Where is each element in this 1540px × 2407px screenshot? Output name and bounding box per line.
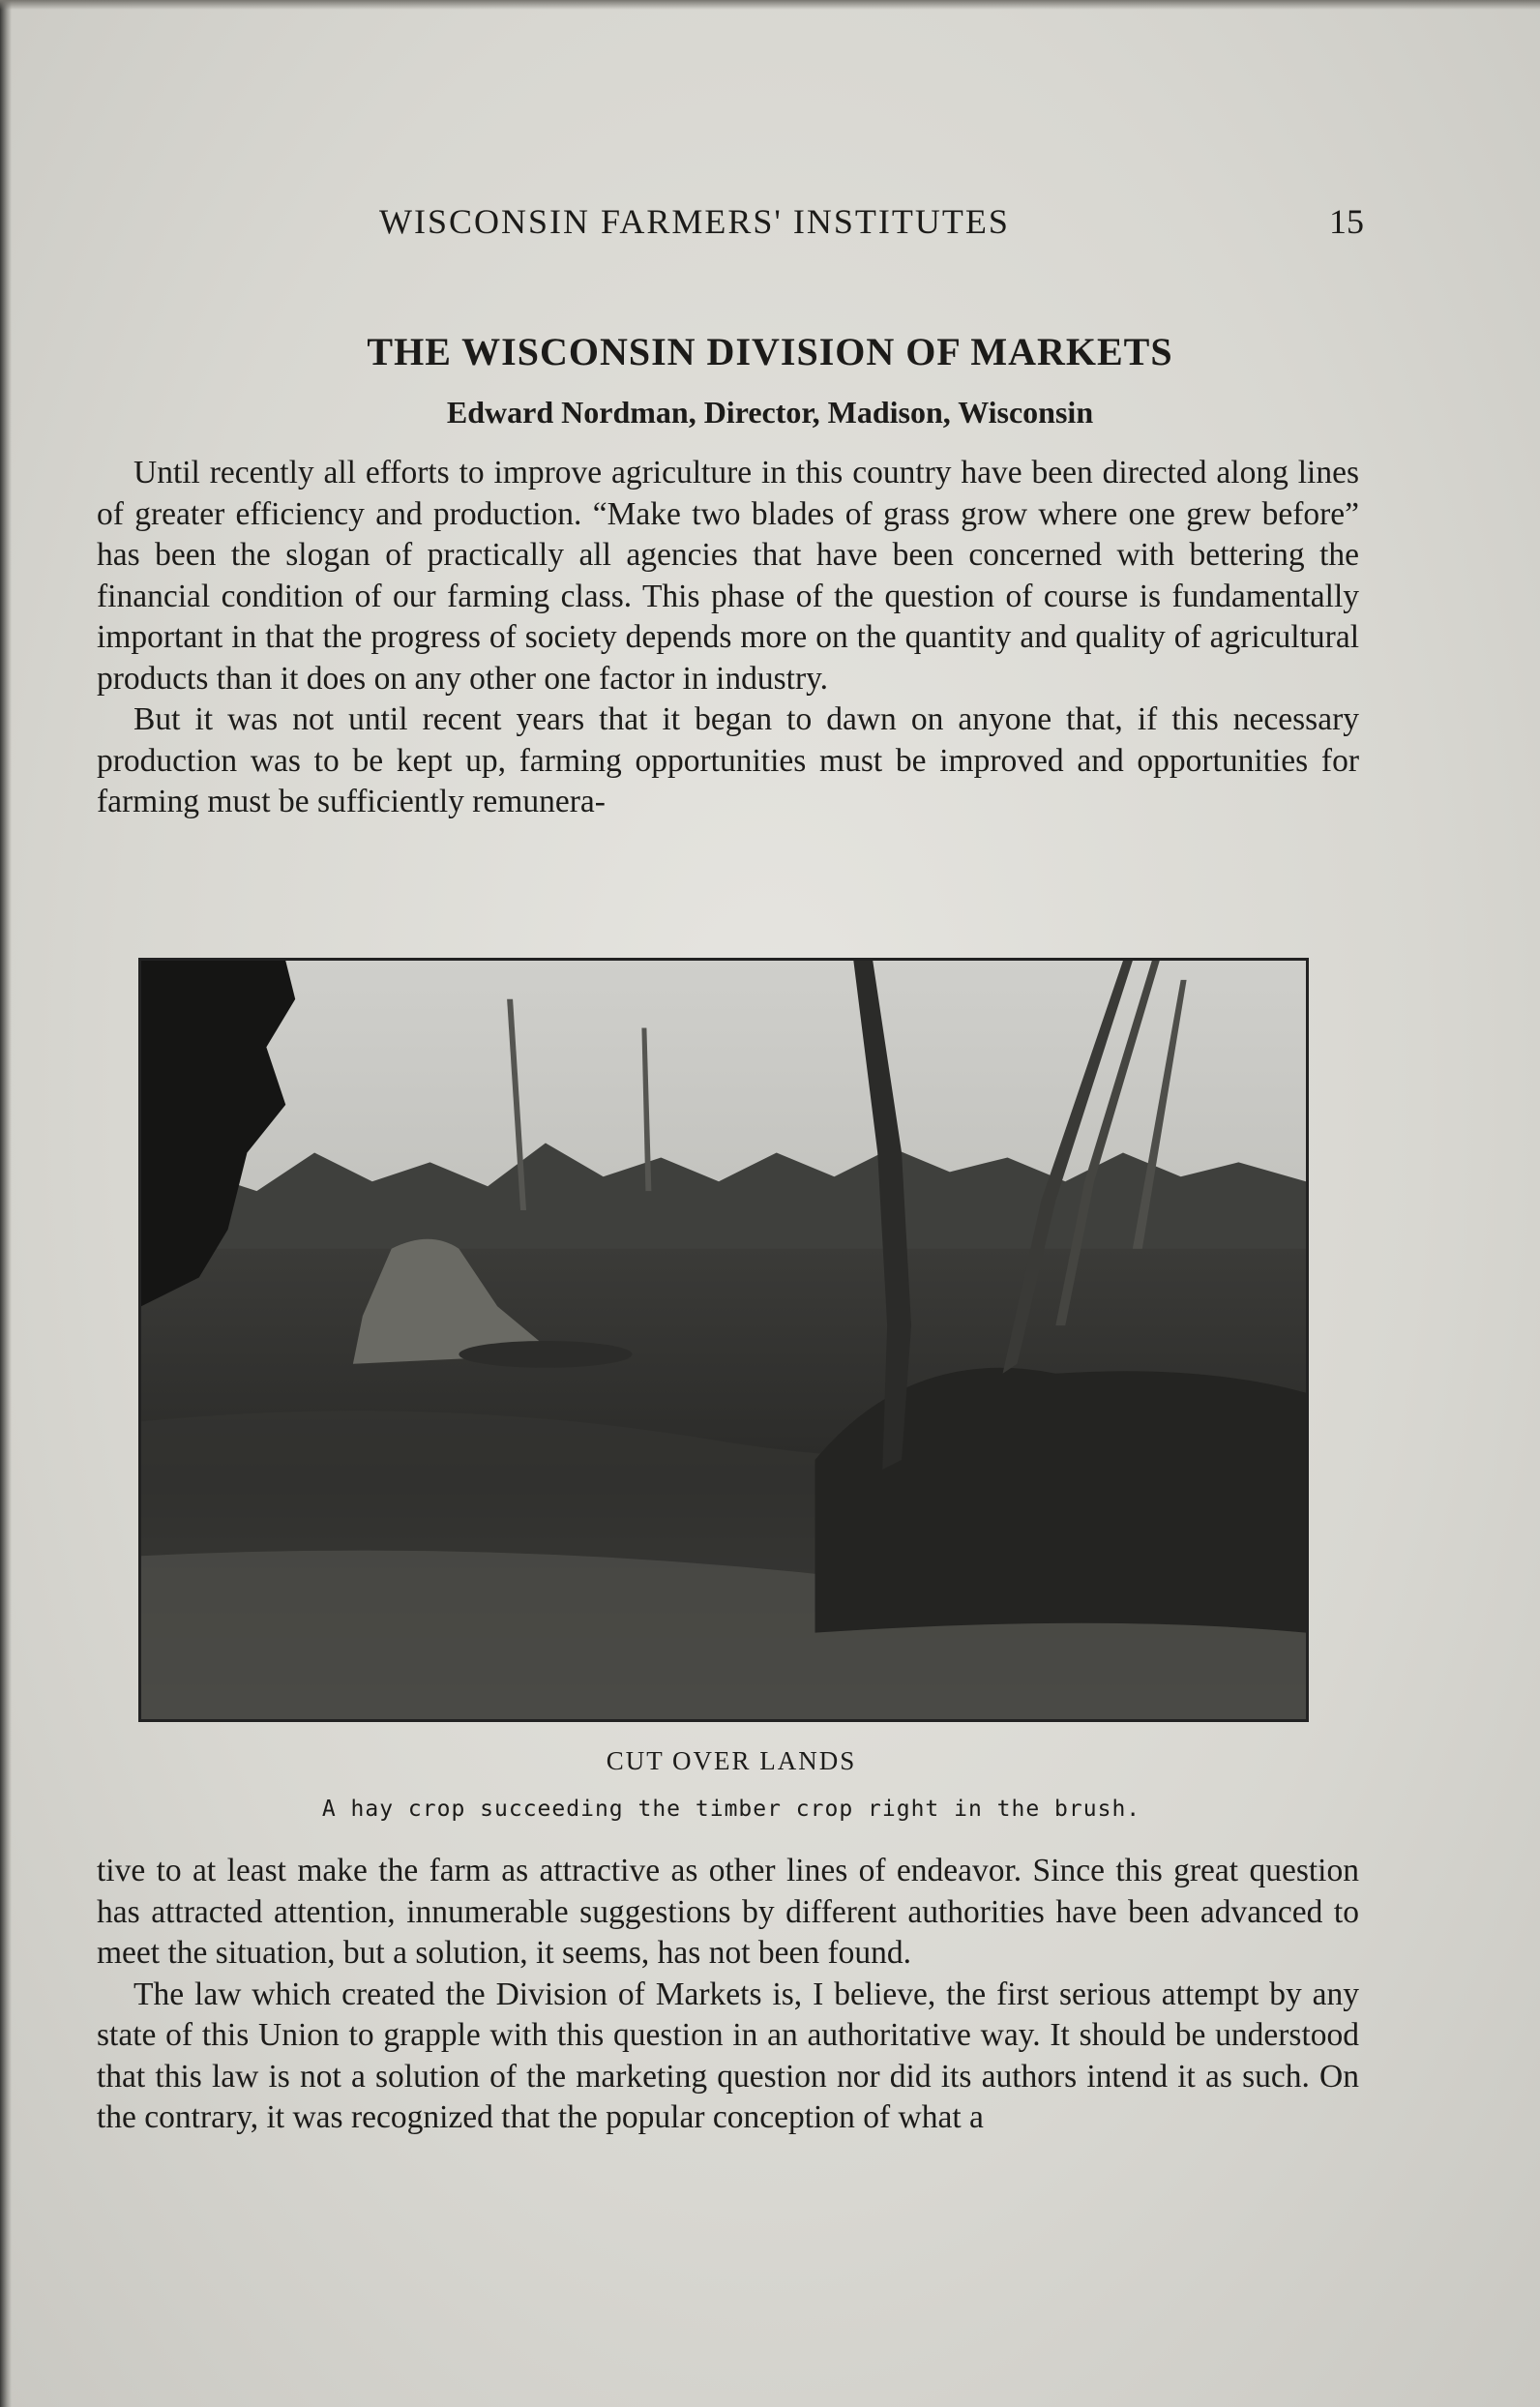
paragraph-2-part-2: tive to at least make the farm as attractive as other lines of endeavor. Since this great question has attracted attention, innumerable suggestions by different authorities have been advanced to meet the situation, but a solution, it seems, has not been found. — [97, 1853, 1359, 1971]
photo-illustration — [141, 961, 1306, 1719]
paragraph-2-part-1: But it was not until recent years that it began to dawn on anyone that, if this necessary production was to be kept up, farming opportunities must be improved and opportunities for farming must be sufficiently remunera- — [97, 701, 1359, 819]
page-top-shadow — [0, 0, 1540, 10]
running-title: WISCONSIN FARMERS' INSTITUTES — [379, 202, 1010, 241]
body-text-bottom — [97, 1851, 1359, 2139]
paragraph-1: Until recently all efforts to improve agriculture in this country have been directed along lines of greater efficiency and production. “Make two blades of grass grow where one grew before” has been the slogan of practically all agencies that have been concerned with bettering the financial condition of our farming class. This phase of the question of course is fundamentally important in that the progress of society depends more on the quantity and quality of agricultural products than it does on any other one factor in industry. — [97, 455, 1359, 697]
figure-caption-text: A hay crop succeeding the timber crop right in the brush. — [321, 1797, 1141, 1822]
body-text-top — [97, 453, 1359, 823]
figure-caption-title: CUT OVER LANDS — [606, 1746, 857, 1775]
running-header — [135, 201, 1364, 250]
article-byline: Edward Nordman, Director, Madison, Wisconsin — [446, 395, 1094, 430]
paragraph-3: The law which created the Division of Markets is, I believe, the first serious attempt by any state of this Union to grapple with this question in an authoritative way. It should be understood that this law is not a solution of the marketing question nor did its authors intend it as such. On the contrary, it was recognized that the popular conception of what a — [97, 1976, 1359, 2135]
cut-over-lands-photo — [138, 958, 1309, 1722]
page-number: 15 — [1329, 202, 1364, 241]
article-title: THE WISCONSIN DIVISION OF MARKETS — [367, 330, 1173, 373]
